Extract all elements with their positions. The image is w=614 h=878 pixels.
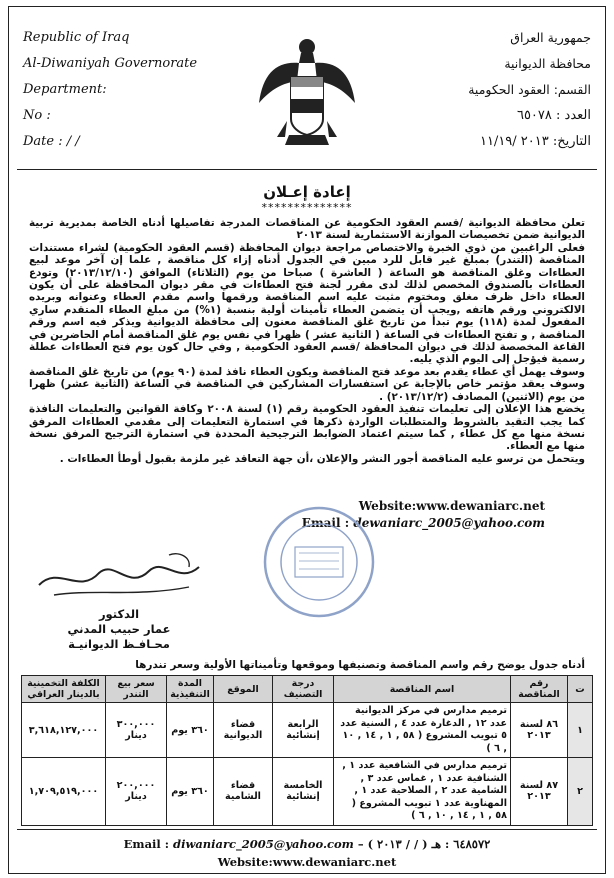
table-cell: ٣,٦١٨,١٢٧,٠٠٠ xyxy=(22,703,106,758)
body-paragraph: فعلى الراغبين من ذوي الخبرة والاختصاص مراجعة ديوان المحافظة (قسم العقود الحكومية) لشراء مستندات المناقصة (التندر) بمبلغ غير قابل للرد مبين في الجدول أدناه إزاء كل مناقصة , علما إن آخر موعد لبيع العطاءات وغلق المناقصة هو الساعة ( العاشرة ) صباحا من يوم (الثلاثاء) الموافق (٢٠١٣/١٢/١٠) وتودع العطاءات بالصندوق المخصص لذلك لدى مقرر لجنة فتح العطاءات في مقر ديوان المحافظة على أن يكون العطاء داخل ظرف مغلق ومختوم مثبت عليه اسم المناقصة ورقمها واسم مقدم العطاء وعنوانه وبريده الالكتروني ورقم هاتفه ,ويجب أن يتضمن العطاء تأمينات أولية بنسبة (١%) من مبلغ العطاء المتقدم ساري المفعول لمدة (١١٨) يوم تبدأ من تاريخ غلق المناقصة معنون إلى محافظة الديوانية ويذكر فيه اسم ورقم المناقصة , و تفتح العطاءات في الساعة ( الثانية عشر ) ظهرا في نفس يوم غلق المناقصة أمام الحاضرين في القاعة المخصصة لذلك في ديوان المحافظة /قسم العقود الحكومية , وفي حال كون يوم فتح العطاءات عطلة رسمية فيؤجل إلى اليوم الذي يليه. xyxy=(29,241,585,366)
body-paragraph: وسوف يهمل أي عطاء يقدم بعد موعد فتح المناقصة ويكون العطاء نافذ لمدة (٩٠ يوم) من تاريخ غلق المناقصة وسوف يعقد مؤتمر خاص بالإجابة عن استفسارات المشاركين في المناقصة في الساعة (الثانية عشر) ظهرا من يوم (الاثنين) المصادف (٢٠١٣/١٢/٢) . xyxy=(29,365,585,403)
email-value: dewaniarc_2005@yahoo.com xyxy=(353,516,545,530)
table-header-row xyxy=(22,676,593,703)
col-header: الكلفة التخمينية بالدينار العراقي xyxy=(22,676,106,703)
official-stamp-icon xyxy=(259,503,379,621)
body-paragraph: يخضع هذا الإعلان إلى تعليمات تنفيذ العقود الحكومية رقم (١) لسنة ٢٠٠٨ وكافة القوانين والتعليمات النافذة كما يجب التقيد بالشروط والمتطلبات الواردة ذكرها في استمارة التعليمات إلى مقدمي العطاءات المرفق نسخة منها مع كل عطاء , كما سيتم اعتماد الضوابط الترجيحية المحددة في استمارة الترجيح المرفق نسخة منها مع العطاء. xyxy=(29,403,585,453)
table-row xyxy=(22,758,593,826)
footer-date-phone: – ( ٢٠١٣ / / ) ٦٤٨٥٧٢ : هـ xyxy=(357,837,491,851)
signature-line: محـافـظ الديوانيـة xyxy=(68,637,170,651)
table-cell: قضاء الديوانية xyxy=(214,703,273,758)
col-header: الموقع xyxy=(214,676,273,703)
footer-contact-line xyxy=(9,837,605,851)
title-stars: ************** xyxy=(261,201,353,214)
iraq-eagle-emblem-icon xyxy=(257,33,357,153)
table-cell: ١ xyxy=(568,703,593,758)
english-header-line: Department: xyxy=(23,82,107,97)
table-cell: ٣٦٠ يوم xyxy=(167,703,214,758)
table-caption: أدناه جدول يوضح رقم واسم المناقصة وتصنيفها وموقعها وتأميناتها الأولية وسعر تندرها xyxy=(135,659,585,671)
table-cell: قضاء الشامية xyxy=(214,758,273,826)
table-cell: ترميم مدارس في مركز الديوانية عدد ١٢ , الدغارة عدد ٤ , السنية عدد ٥ تبويب المشروع ( ٥٨ , ١ , ١٤ , ١٠ , ٦ ) xyxy=(334,703,511,758)
table-cell: ٨٧ لسنة ٢٠١٣ xyxy=(511,758,568,826)
table-cell: الخامسة إنشائية xyxy=(273,758,334,826)
arabic-header-date: التاريخ: ٢٠١٣ /١١/١٩ xyxy=(479,134,591,149)
signature-scribble-icon xyxy=(29,545,219,605)
col-header: رقم المناقصة xyxy=(511,676,568,703)
table-cell: ٣٦٠ يوم xyxy=(167,758,214,826)
signature-line: عمار حبيب المدني xyxy=(67,622,171,636)
english-header xyxy=(23,25,233,155)
signature-line: الدكتور xyxy=(98,607,140,621)
english-header-line: Republic of Iraq xyxy=(23,30,130,45)
col-header: ت xyxy=(568,676,593,703)
arabic-header-line: القسم: العقود الحكومية xyxy=(468,82,591,97)
footer-email-value: diwaniarc_2005@yahoo.com xyxy=(173,837,354,851)
tenders-table xyxy=(21,675,593,826)
signature-block xyxy=(29,607,209,652)
english-header-line: Al-Diwaniyah Governorate xyxy=(23,56,198,71)
table-cell: ترميم مدارس في الشافعية عدد ١ , الشنافية عدد ١ , غماس عدد ٣ , الشامية عدد ٢ , الصلاحية عدد ١ , المهناوية عدد ١ تبويب المشروع ( ٥٨ , ١ , ١٤ , ١٠ , ٦ ) xyxy=(334,758,511,826)
arabic-header-line: جمهورية العراق xyxy=(510,30,591,45)
table-cell: الرابعة إنشائية xyxy=(273,703,334,758)
english-header-line: No : xyxy=(23,108,51,123)
website-line: Website:www.dewaniarc.net xyxy=(358,499,545,513)
col-header: المدة التنفيذية xyxy=(167,676,214,703)
col-header: اسم المناقصة xyxy=(334,676,511,703)
body-paragraph: ويتحمل من ترسو عليه المناقصة أجور النشر والإعلان ،أن جهة التعاقد غير ملزمة بقبول أوطأ العطاءات . xyxy=(59,452,585,465)
table-cell: ٨٦ لسنة ٢٠١٣ xyxy=(511,703,568,758)
footer-divider xyxy=(17,829,597,830)
table-row xyxy=(22,703,593,758)
email-label: Email : xyxy=(301,516,350,530)
body-paragraph: تعلن محافظة الديوانية /قسم العقود الحكومية عن المناقصات المدرجة تفاصيلها أدناه الخاصة بمديرية تربية الديوانية ضمن تخصيصات الموازنة الاستثمارية لسنة ٢٠١٣ xyxy=(29,217,585,242)
table-cell: ٢ xyxy=(568,758,593,826)
col-header: درجة التصنيف xyxy=(273,676,334,703)
announcement-title: إعادة إعـلان xyxy=(263,183,351,201)
col-header: سعر بيع التندر xyxy=(106,676,167,703)
table-cell: ٣٠٠,٠٠٠ دينار xyxy=(106,703,167,758)
arabic-header-line: محافظة الديوانية xyxy=(504,56,591,71)
header-divider xyxy=(17,169,597,170)
footer-website: Website:www.dewaniarc.net xyxy=(217,855,397,869)
english-header-line: Date : / / xyxy=(23,134,80,149)
announcement-body xyxy=(29,217,585,465)
table-cell: ٢٠٠,٠٠٠ دينار xyxy=(106,758,167,826)
arabic-header xyxy=(391,25,591,155)
table-cell: ١,٧٠٩,٥١٩,٠٠٠ xyxy=(22,758,106,826)
document-page xyxy=(8,6,606,874)
arabic-header-number: العدد : ٦٥٠٧٨ xyxy=(516,108,591,123)
footer-email-label: Email : xyxy=(123,837,170,851)
